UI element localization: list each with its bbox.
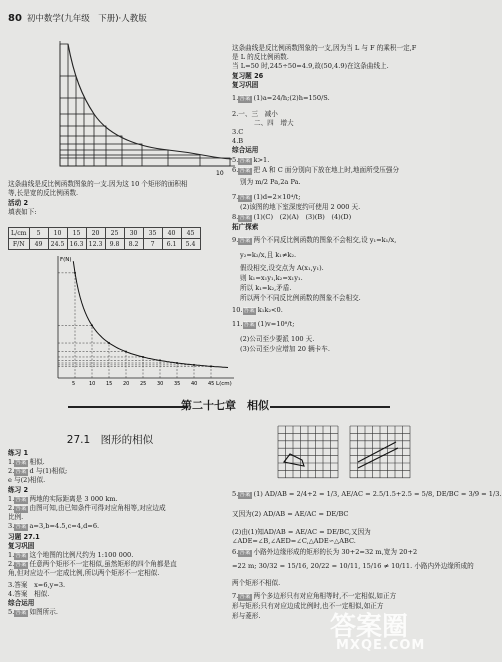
rectangle-hyperbola-figure [40, 36, 240, 176]
answer-7: 7.答案 (1)d=2×10⁴/t; [232, 193, 301, 201]
ex-answer-5: 5.答案 如图所示. [8, 608, 58, 616]
watermark-url: MXQE.COM [336, 638, 426, 653]
table-cell: 15 [67, 228, 86, 239]
table-cell: 40 [162, 228, 181, 239]
apply-heading-2: 综合运用 [8, 599, 35, 607]
table-row [9, 228, 201, 239]
answer-11c: (3)公司至少应增加 20 辆卡车. [240, 345, 330, 353]
answer-5: 5.答案 k>1. [232, 156, 270, 164]
answer-11: 11.答案 (1)v=10⁸/t; [232, 320, 295, 328]
watermark-logo: 答案圈 [330, 612, 409, 642]
x-tick-label: 20 [123, 381, 130, 387]
answer-3: 3.C [232, 128, 244, 136]
answer-9f: 所以两个不同反比例函数的图象不会相交. [240, 294, 361, 302]
x-tick-label: 30 [157, 381, 164, 387]
table-cell: 35 [143, 228, 162, 239]
answer-6b: 别为 m/2 Pa,2a Pa. [240, 178, 301, 186]
b-answer-5b: 又因为(2) AD/AB = AE/AC = DE/BC [232, 510, 349, 518]
table-cell: 9.8 [105, 239, 124, 250]
left-text-1: 这条曲线是反比例函数图象的一支.因为这 10 个矩形的面积相 [8, 180, 188, 188]
chapter-title: 第二十七章 相似 [181, 399, 269, 412]
section-title: 27.1 图形的相似 [66, 434, 154, 446]
table-cell: 7 [143, 239, 162, 250]
x-tick-label: 35 [174, 381, 181, 387]
table-row [9, 239, 201, 250]
consolidation-heading-2: 复习巩固 [8, 542, 35, 550]
answer-2b: 二、四 增大 [254, 119, 294, 127]
right-text-1: 这条曲线是反比例函数图象的一支,因为当 L 与 F 的乘积一定,F [232, 44, 417, 52]
ex2-answer-2b: 比例. [8, 513, 24, 521]
book-title: 初中数学(九年级 下册)·人教版 [26, 14, 147, 24]
left-text-2: 等,长是宽的反比例函数. [8, 189, 79, 197]
answer-9c: 假设相交,设交点为 A(x₁,y₁). [240, 264, 324, 272]
answer-9d: 则 k₁=x₁y₁,k₂=x₁y₁. [240, 274, 303, 282]
answer-2: 2.一、三 减小 [232, 110, 278, 118]
b-answer-6b: =22 m; 30/32 = 15/16, 20/22 = 10/11, 15/16 ≠ 10/11. 小路内外边缘所成的 [232, 562, 474, 570]
answer-4: 4.B [232, 137, 244, 145]
answer-9e: 所以 k₁=k₂,矛盾. [240, 284, 292, 292]
b-answer-7: 7.答案 两个多边形只有对应角相等时,不一定相似,如正方 [232, 592, 397, 600]
answer-1: 1.答案 (1)a=24/h;(2)h=150/S. [232, 94, 330, 102]
table-cell: 45 [181, 228, 200, 239]
fill-table-text: 填表如下: [8, 208, 37, 216]
similar-figures-grid [278, 424, 418, 482]
b-answer-5c: (2)由(1)知AD/AB = AE/AC = DE/BC,又因为∠ADE=∠B,∠AED=∠C,△ADE∽△ABC. [232, 528, 371, 545]
table-cell: 8.2 [124, 239, 143, 250]
ex1-answer-2: 2.答案 d 与(1)相似; [8, 467, 68, 475]
x-tick-label: 25 [140, 381, 147, 387]
table-cell: F/N [9, 239, 30, 250]
ex2-answer-1: 1.答案 两地的实际距离是 3 000 km. [8, 495, 118, 503]
ex-answer-2: 2.答案 任意两个矩形不一定相似,虽然矩形的四个角都是直 [8, 560, 177, 568]
answer-9b: y₂=k₂/x,且 k₁≠k₂. [240, 251, 297, 259]
answer-8: 8.答案 (1)(C) (2)(A) (3)(B) (4)(D) [232, 213, 352, 221]
answer-10: 10.答案 k₁k₂<0. [232, 306, 283, 314]
ex-answer-4: 4.答案 相似. [8, 590, 50, 598]
page-number: 80 [8, 13, 22, 24]
x-tick-label: 45 [208, 381, 215, 387]
review-26-heading: 复习题 26 [232, 72, 264, 80]
table-cell: 20 [86, 228, 105, 239]
table-cell: 30 [124, 228, 143, 239]
ex-answer-3: 3.答案 x=6,y=3. [8, 581, 66, 589]
table-cell: 10 [48, 228, 67, 239]
ex-answer-1: 1.答案 这个地图的比例尺约为 1:100 000. [8, 551, 134, 559]
table-cell: 24.5 [48, 239, 67, 250]
b-answer-5: 5.答案 (1) AD/AB = 2/4+2 = 1/3, AE/AC = 2.5/1.5+2.5 = 5/8, DE/BC = 3/9 = 1/3. [232, 490, 502, 498]
ex1-answer-2b: e 与(2)相似. [8, 476, 46, 484]
table-cell: 49 [29, 239, 48, 250]
table-cell: L/cm [9, 228, 30, 239]
answer-7b: (2)该图的地下室深度约可使用 2 000 天. [240, 203, 361, 211]
x-tick-label: 5 [72, 381, 76, 387]
ex1-answer-1: 1.答案 相似. [8, 458, 45, 466]
ex2-answer-2: 2.答案 由图可知,由已知条件可得对应角相等,对应边成 [8, 504, 166, 512]
table-cell: 5 [29, 228, 48, 239]
x-tick-label: 40 [191, 381, 198, 387]
consolidation-heading: 复习巩固 [232, 81, 259, 89]
extension-heading: 拓广探索 [232, 223, 259, 231]
table-cell: 5.4 [181, 239, 200, 250]
answer-9: 9.答案 两个不同反比例函数的图象不会相交,设 y₁=k₁/x, [232, 236, 397, 244]
ex2-answer-3: 3.答案 a=3,b=4.5,c=4,d=6. [8, 522, 100, 530]
exercise-2-heading: 练习 2 [8, 486, 29, 494]
activity-2-heading: 活动 2 [8, 199, 29, 207]
x-tick-label: 10 [89, 381, 96, 387]
right-text-3: 当 L=50 时,245÷50=4.9,故(50,4.9)在这条曲线上. [232, 62, 389, 70]
lf-table [8, 227, 201, 250]
b-answer-7b: 形与矩形;只有对应边成比例时,也不一定相似,如正方 [232, 602, 384, 610]
b-answer-6: 6.答案 小路外边缘形成的矩形的长为 30+2=32 m,宽为 20+2 [232, 548, 418, 556]
table-cell: 25 [105, 228, 124, 239]
table-cell: 12.3 [86, 239, 105, 250]
y-axis-label: F(N) [60, 257, 72, 263]
page-header [8, 12, 147, 24]
ex-answer-2b: 角,但对应边不一定成比例,所以两个矩形不一定相似. [8, 569, 160, 577]
chart1-xlabel: 10 [216, 170, 224, 177]
exercise-1-heading: 练习 1 [8, 449, 29, 457]
answer-6: 6.答案 把 A 和 C 面分别向下放在地上时,地面所受压强分 [232, 166, 400, 174]
table-cell: 6.1 [162, 239, 181, 250]
b-answer-6c: 两个矩形不相似. [232, 579, 281, 587]
right-text-2: 是 L 的反比例函数. [232, 53, 289, 61]
force-length-chart [38, 253, 238, 393]
answer-tag: 答案 [239, 96, 251, 102]
x-tick-label: 15 [106, 381, 113, 387]
b-answer-7c: 形与菱形. [232, 612, 261, 620]
apply-heading: 综合运用 [232, 146, 259, 154]
table-cell: 16.3 [67, 239, 86, 250]
x-axis-label: L(cm) [216, 381, 232, 387]
answer-11b: (2)公司至少要派 100 天. [240, 335, 315, 343]
exercise-27-1-heading: 习题 27.1 [8, 533, 40, 541]
chapter-heading [8, 397, 442, 416]
